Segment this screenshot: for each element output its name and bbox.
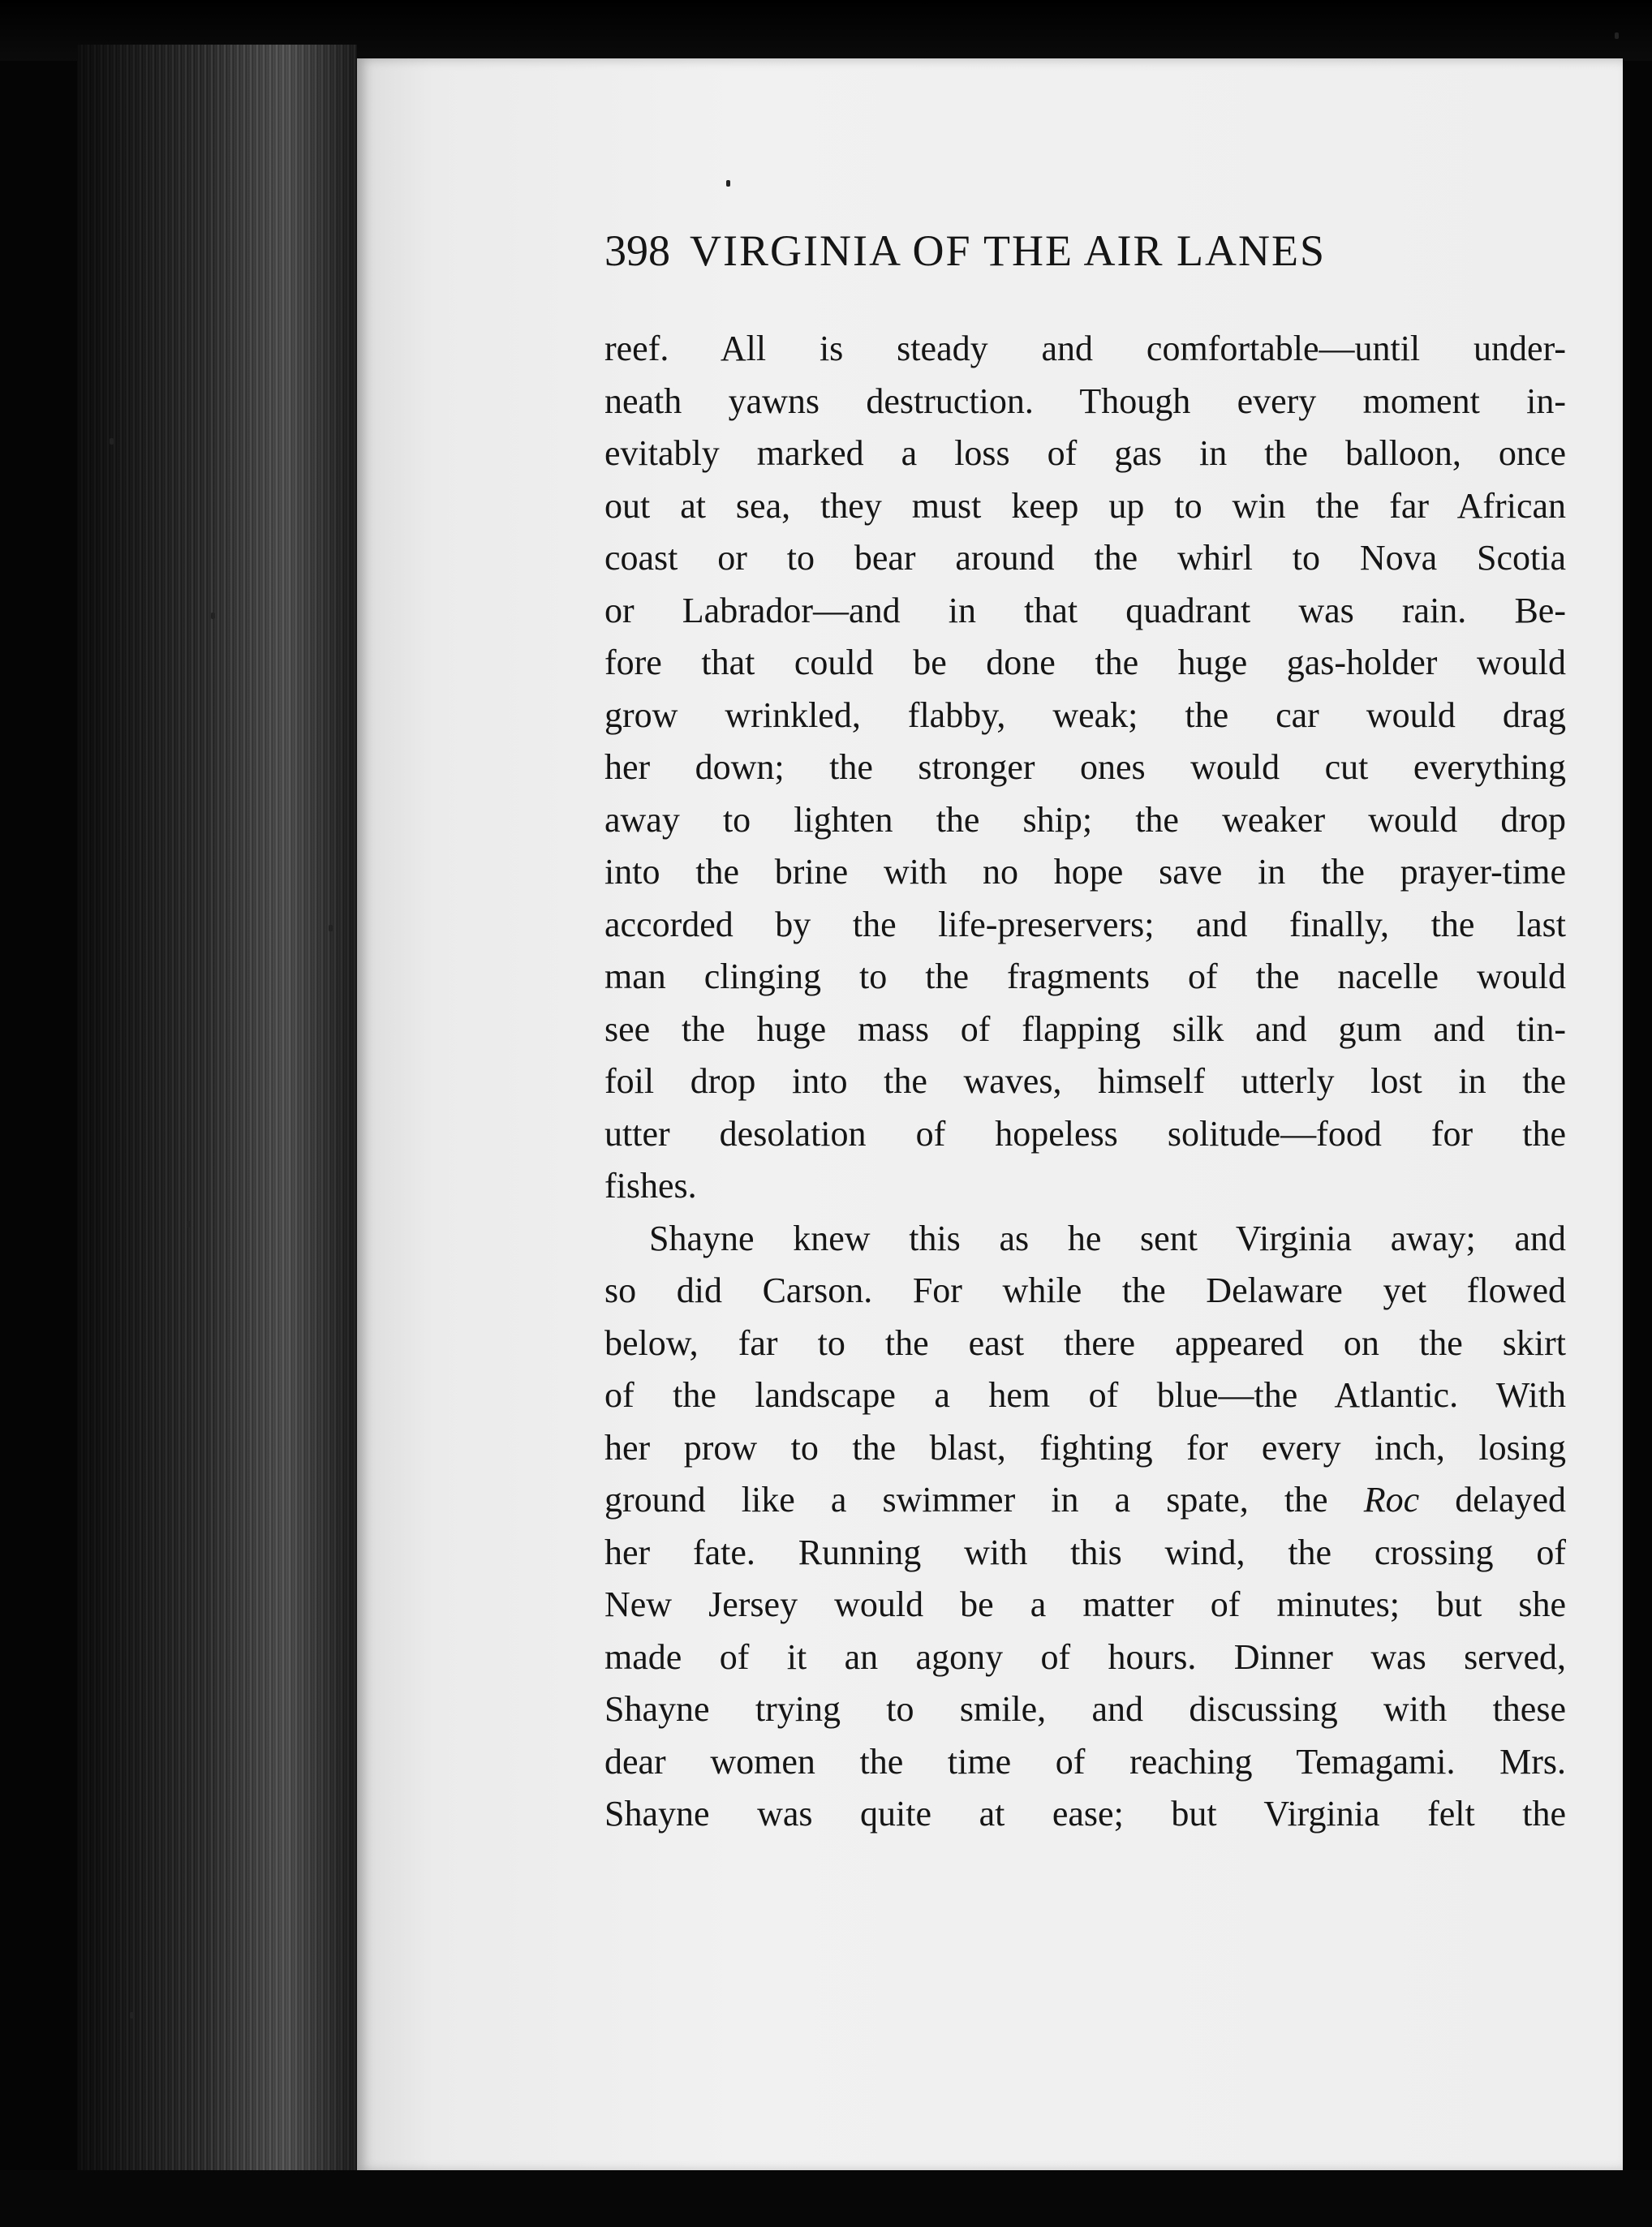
scan-speck <box>130 2012 134 2018</box>
text-segment: ground like a swimmer in a spate, the <box>604 1480 1364 1520</box>
text-line-with-italic <box>604 1474 1566 1527</box>
text-line: her fate. Running with this wind, the crossing of <box>604 1532 1566 1572</box>
text-line: reef. All is steady and comfortable—until under- <box>604 329 1566 368</box>
running-head <box>604 226 1566 276</box>
text-line: or Labrador—and in that quadrant was rain. Be- <box>604 590 1566 630</box>
scan-speck <box>329 925 333 931</box>
text-line: Shayne trying to smile, and discussing with these <box>604 1689 1566 1729</box>
text-line: fore that could be done the huge gas-holder would <box>604 643 1566 682</box>
paragraph-2 <box>604 1213 1566 1841</box>
text-line: her prow to the blast, fighting for every inch, losing <box>604 1427 1566 1468</box>
text-line: fishes. <box>604 1166 697 1206</box>
book-spine-shading <box>77 45 357 2195</box>
text-line: Shayne knew this as he sent Virginia away; and <box>649 1218 1566 1258</box>
page-number: 398 <box>604 226 670 275</box>
text-line: into the brine with no hope save in the prayer-time <box>604 852 1566 892</box>
text-line: dear women the time of reaching Temagami. Mrs. <box>604 1741 1566 1782</box>
text-line: see the huge mass of flapping silk and gum and tin- <box>604 1008 1566 1049</box>
text-line: her down; the stronger ones would cut everything <box>604 747 1566 787</box>
text-line: below, far to the east there appeared on the skirt <box>604 1322 1566 1363</box>
text-line: of the landscape a hem of blue—the Atlantic. With <box>604 1375 1566 1415</box>
ship-name-italic: Roc <box>1363 1480 1420 1520</box>
text-line: so did Carson. For while the Delaware yet flowed <box>604 1270 1566 1310</box>
scan-speck <box>211 613 215 619</box>
scan-bottom-shadow <box>0 2170 1652 2227</box>
running-title: VIRGINIA OF THE AIR LANES <box>690 226 1327 275</box>
text-segment: delayed <box>1419 1480 1566 1520</box>
text-line: Shayne was quite at ease; but Virginia felt the <box>604 1794 1566 1834</box>
text-line: accorded by the life-preservers; and finally, the last <box>604 904 1566 944</box>
body-text <box>604 323 1566 1841</box>
scan-speck <box>187 1221 191 1227</box>
text-line: utter desolation of hopeless solitude—food for the <box>604 1113 1566 1154</box>
text-line: man clinging to the fragments of the nacelle would <box>604 957 1566 996</box>
paragraph-1 <box>604 323 1566 1213</box>
text-line: away to lighten the ship; the weaker would drop <box>604 799 1566 840</box>
text-line: coast or to bear around the whirl to Nova Scotia <box>604 538 1566 578</box>
text-line: out at sea, they must keep up to win the far African <box>604 485 1566 526</box>
scan-speck <box>110 438 114 445</box>
text-line: New Jersey would be a matter of minutes; but she <box>604 1584 1566 1624</box>
text-line: neath yawns destruction. Though every moment in- <box>604 380 1566 421</box>
scan-speck <box>1615 32 1619 39</box>
page-speck <box>726 180 730 187</box>
text-line: made of it an agony of hours. Dinner was served, <box>604 1636 1566 1677</box>
text-line: foil drop into the waves, himself utterly lost in the <box>604 1061 1566 1101</box>
text-line: evitably marked a loss of gas in the balloon, once <box>604 433 1566 473</box>
text-line: grow wrinkled, flabby, weak; the car would drag <box>604 694 1566 735</box>
